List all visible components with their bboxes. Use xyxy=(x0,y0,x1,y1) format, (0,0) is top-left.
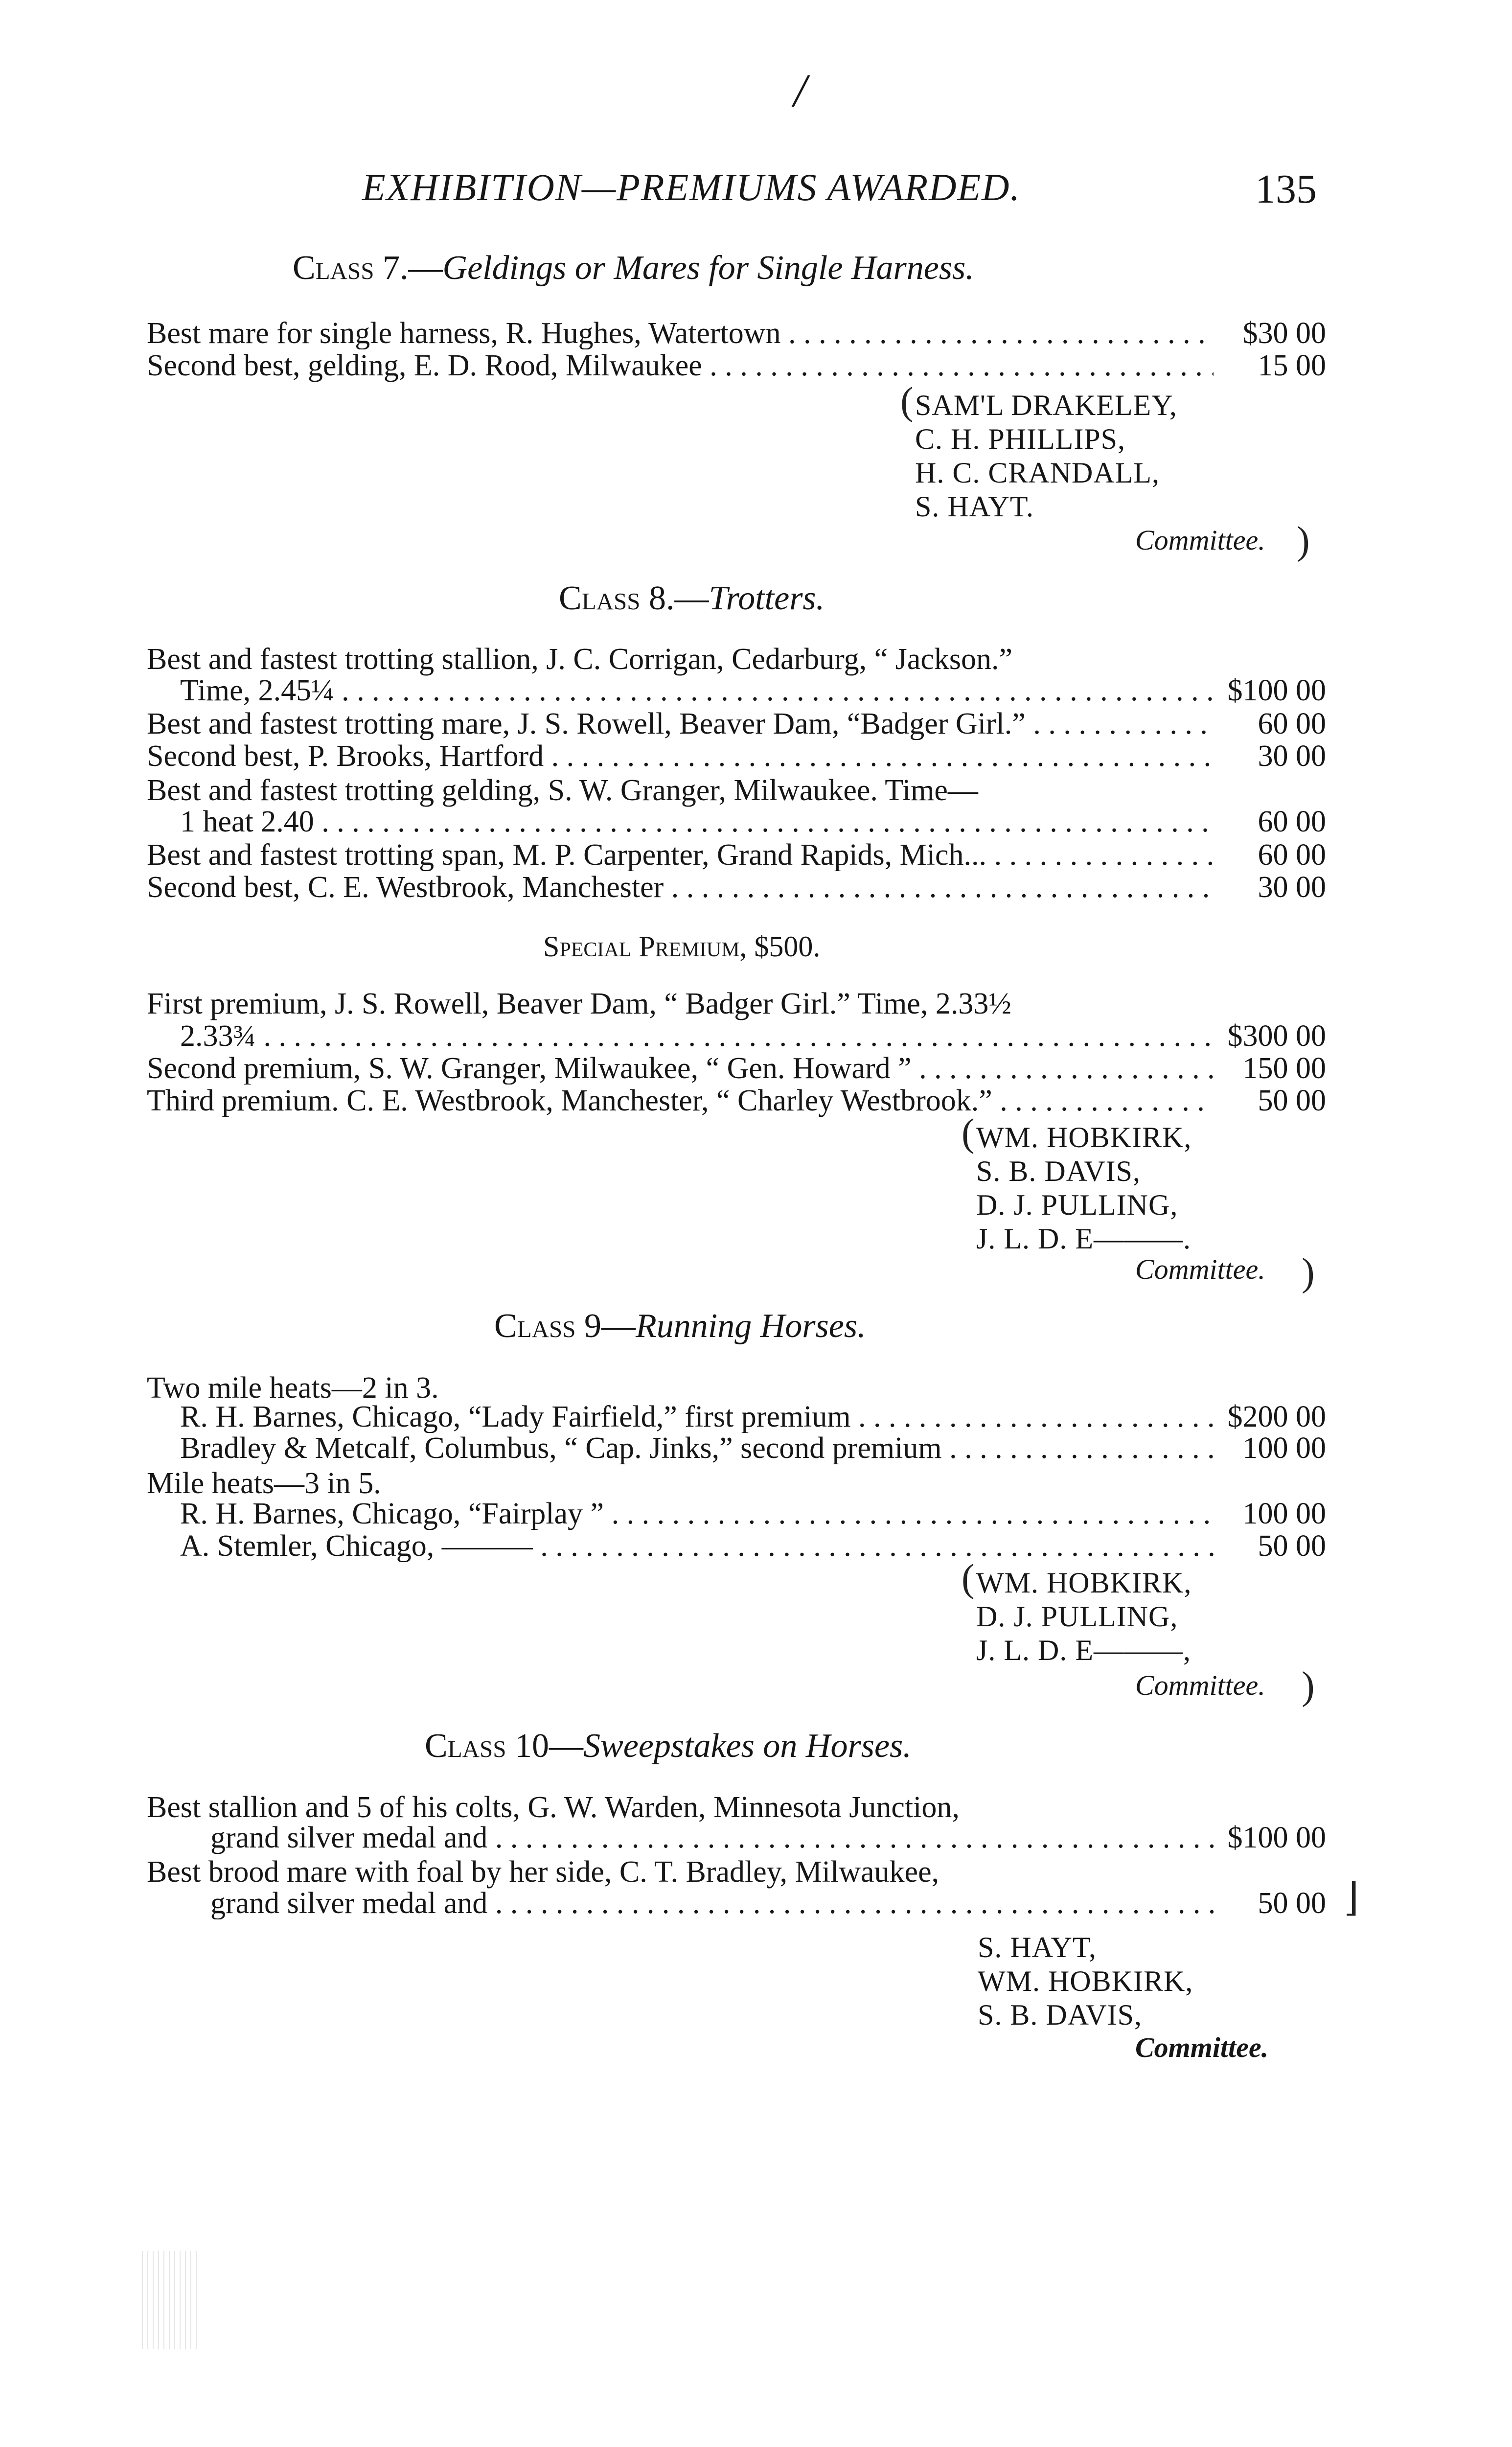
special-entry-2 xyxy=(147,1052,1326,1085)
judge-name: C. H. PHILLIPS, xyxy=(915,423,1126,455)
class8-heading xyxy=(559,579,825,618)
special-committee: Committee. xyxy=(1135,1253,1265,1285)
class10-entry-2-line-1: Best brood mare with foal by her side, C. T. Bradley, Milwaukee, xyxy=(147,1855,939,1889)
class9-committee: Committee. xyxy=(1135,1669,1265,1701)
class10-label: Class xyxy=(425,1727,506,1765)
class10-heading xyxy=(425,1727,912,1766)
class7-judges xyxy=(915,389,1177,524)
entry-text: grand silver medal and . . . xyxy=(210,1887,1214,1919)
class8-entry-1-line-1: Best and fastest trotting stallion, J. C. Corrigan, Cedarburg, “ Jackson.” xyxy=(147,643,1012,676)
entry-amount: 30 00 xyxy=(1258,739,1326,773)
entry-text: Second best, gelding, E. D. Rood, Milwaukee . . . xyxy=(147,349,1214,382)
entry-amount: $200 00 xyxy=(1227,1400,1326,1433)
class10-entry-1-line-1: Best stallion and 5 of his colts, G. W. Warden, Minnesota Junction, xyxy=(147,1791,960,1824)
entry-amount: $100 00 xyxy=(1227,1821,1326,1854)
class8-entry-4 xyxy=(180,806,1326,838)
judge-name: J. L. D. E———. xyxy=(976,1223,1191,1255)
entry-text: Second best, P. Brooks, Hartford . . . xyxy=(147,740,1214,772)
entry-text: grand silver medal and . . . xyxy=(210,1822,1214,1854)
brace-left-class7: ( xyxy=(900,380,914,423)
class8-entry-2 xyxy=(147,708,1326,740)
class7-heading xyxy=(293,249,974,288)
class7-title: Geldings or Mares for Single Harness. xyxy=(442,249,974,287)
paper-specks xyxy=(142,2251,201,2349)
class9-number: 9— xyxy=(584,1307,636,1345)
entry-text: Second best, C. E. Westbrook, Manchester . . . xyxy=(147,871,1214,903)
brace-left-special: ( xyxy=(962,1111,975,1154)
page-number: 135 xyxy=(1255,166,1317,212)
entry-amount: 30 00 xyxy=(1258,871,1326,904)
entry-amount: 50 00 xyxy=(1258,1529,1326,1563)
class8-title: Trotters. xyxy=(709,579,825,617)
judge-name: H. C. CRANDALL, xyxy=(915,457,1160,489)
class10-judges xyxy=(978,1931,1193,2032)
entry-amount: 150 00 xyxy=(1242,1052,1326,1085)
special-entry-1-line-1: First premium, J. S. Rowell, Beaver Dam, “ Badger Girl.” Time, 2.33½ xyxy=(147,987,1011,1020)
end-bracket-mark: ⌋ xyxy=(1344,1876,1359,1919)
class8-entry-6 xyxy=(147,871,1326,903)
brace-right-special: ) xyxy=(1302,1251,1315,1294)
class9-subheading-1: Two mile heats—2 in 3. xyxy=(147,1371,439,1405)
class10-title: Sweepstakes on Horses. xyxy=(583,1727,912,1765)
class8-entry-3 xyxy=(147,740,1326,772)
brace-right-class9: ) xyxy=(1302,1664,1315,1708)
judge-name: D. J. PULLING, xyxy=(976,1189,1178,1221)
entry-text: Best and fastest trotting span, M. P. Carpenter, Grand Rapids, Mich... . . . xyxy=(147,839,1214,871)
class9-entry-1 xyxy=(180,1401,1326,1433)
class9-heading xyxy=(494,1307,866,1346)
entry-amount: 60 00 xyxy=(1258,707,1326,740)
judge-name: WM. HOBKIRK, xyxy=(976,1567,1192,1599)
entry-text: Best mare for single harness, R. Hughes, Watertown . . . xyxy=(147,317,1214,349)
judge-name: D. J. PULLING, xyxy=(976,1600,1178,1633)
entry-amount: 60 00 xyxy=(1258,805,1326,838)
entry-text: A. Stemler, Chicago, ——— . . . xyxy=(180,1530,1214,1562)
judge-name: WM. HOBKIRK, xyxy=(976,1121,1192,1154)
entry-amount: $30 00 xyxy=(1242,317,1326,350)
class9-entry-3 xyxy=(180,1498,1326,1530)
class9-title: Running Horses. xyxy=(636,1307,866,1345)
class10-entry-1 xyxy=(210,1822,1326,1854)
brace-left-class9: ( xyxy=(962,1557,975,1600)
class10-number: 10— xyxy=(515,1727,584,1765)
entry-text: Second premium, S. W. Granger, Milwaukee, “ Gen. Howard ” . . . xyxy=(147,1052,1214,1085)
class7-entry-1 xyxy=(147,317,1326,349)
class10-entry-2 xyxy=(210,1887,1326,1919)
entry-text: 1 heat 2.40 . . . xyxy=(180,806,1214,838)
running-head: EXHIBITION—PREMIUMS AWARDED. xyxy=(362,166,1021,208)
class9-subheading-2: Mile heats—3 in 5. xyxy=(147,1467,381,1500)
class8-entry-5 xyxy=(147,839,1326,871)
class9-entry-4 xyxy=(180,1530,1326,1562)
entry-text: R. H. Barnes, Chicago, “Fairplay ” . . . xyxy=(180,1498,1214,1530)
special-judges xyxy=(976,1121,1191,1256)
class9-label: Class xyxy=(494,1307,576,1345)
judge-name: S. B. DAVIS, xyxy=(978,1999,1142,2031)
judge-name: S. HAYT. xyxy=(915,490,1034,523)
class7-committee: Committee. xyxy=(1135,524,1265,556)
class7-number: 7.— xyxy=(383,249,443,287)
entry-amount: 15 00 xyxy=(1258,349,1326,382)
entry-text: R. H. Barnes, Chicago, “Lady Fairfield,” first premium . . . xyxy=(180,1401,1214,1433)
judge-name: WM. HOBKIRK, xyxy=(978,1965,1193,1997)
entry-amount: 50 00 xyxy=(1258,1887,1326,1920)
class8-entry-1 xyxy=(180,674,1326,707)
judge-name: S. B. DAVIS, xyxy=(976,1155,1141,1187)
judge-name: S. HAYT, xyxy=(978,1931,1097,1963)
page-mark: / xyxy=(794,65,807,116)
class9-judges xyxy=(976,1566,1191,1667)
special-heading xyxy=(543,930,820,964)
class8-number: 8.— xyxy=(649,579,709,617)
entry-text: 2.33¾ . . . xyxy=(180,1020,1214,1052)
brace-right-class7: ) xyxy=(1297,519,1310,562)
class8-entry-4-line-1: Best and fastest trotting gelding, S. W. Granger, Milwaukee. Time— xyxy=(147,774,978,807)
special-entry-3 xyxy=(147,1085,1326,1117)
entry-text: Third premium. C. E. Westbrook, Manchester, “ Charley Westbrook.” . . . xyxy=(147,1085,1214,1117)
entry-amount: $100 00 xyxy=(1227,674,1326,707)
entry-amount: 100 00 xyxy=(1242,1497,1326,1530)
entry-amount: 50 00 xyxy=(1258,1084,1326,1117)
entry-text: Best and fastest trotting mare, J. S. Rowell, Beaver Dam, “Badger Girl.” . . . xyxy=(147,708,1214,740)
class8-label: Class xyxy=(559,579,641,617)
special-entry-1 xyxy=(180,1020,1326,1052)
entry-text: Bradley & Metcalf, Columbus, “ Cap. Jinks,” second premium . . . xyxy=(180,1432,1214,1464)
judge-name: SAM'L DRAKELEY, xyxy=(915,389,1177,421)
special-heading-text: Special Premium, $500. xyxy=(543,930,821,963)
judge-name: J. L. D. E———, xyxy=(976,1634,1191,1666)
entry-amount: 60 00 xyxy=(1258,838,1326,872)
entry-amount: 100 00 xyxy=(1242,1431,1326,1465)
class7-entry-2 xyxy=(147,349,1326,382)
class9-entry-2 xyxy=(180,1432,1326,1464)
entry-amount: $300 00 xyxy=(1227,1019,1326,1053)
class10-committee: Committee. xyxy=(1135,2031,1269,2063)
class7-label: Class xyxy=(293,249,374,287)
entry-text: Time, 2.45¼ . . . xyxy=(180,674,1214,707)
